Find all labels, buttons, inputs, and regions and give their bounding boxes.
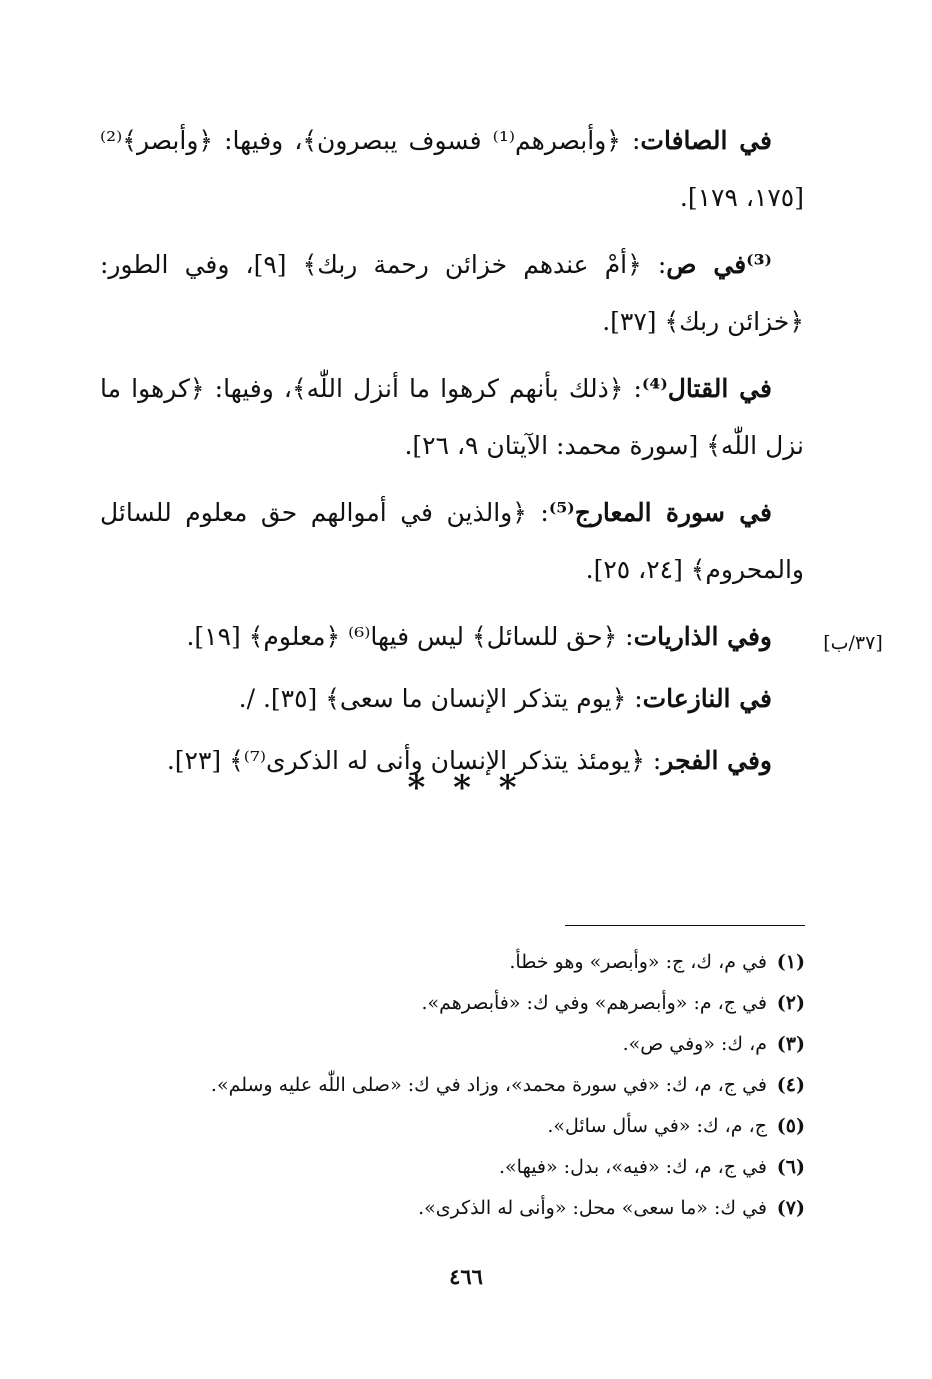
paragraph-maarij [100,484,804,598]
footnote-text: في ج، م: «وأبصرهم» وفي ك: «فأبصرهم». [421,992,767,1014]
paragraph-lead: وفي الذاريات [633,622,772,651]
footnote-item [110,1147,805,1188]
paragraph-dhariyat [100,608,804,665]
footnote-item [110,942,805,983]
footnote-item [110,1106,805,1147]
footnote-text: م، ك: «وفي ص». [622,1033,767,1055]
paragraph-text: : ﴿أمْ عندهم خزائن رحمة ربك﴾ [٩]، وفي الطور: ﴿خزائن ربك﴾ [٣٧]. [100,250,804,336]
section-separator: * * * [407,768,525,808]
footnotes [110,942,805,1229]
paragraph-lead: في الصافات [640,126,772,155]
footnote-item [110,983,805,1024]
footnote-item [110,1188,805,1229]
paragraph-lead: وفي الفجر [661,746,772,775]
paragraph-saffat [100,112,804,226]
footnote-number: (٣) [776,1033,805,1055]
footnote-text: في ج، م، ك: «فيه»، بدل: «فيها». [498,1156,767,1178]
footnote-number: (٤) [776,1074,805,1096]
footnote-item [110,1024,805,1065]
footnote-item [110,1065,805,1106]
paragraph-lead: في القتال⁽⁴⁾ [641,374,772,403]
footnote-number: (٧) [776,1197,805,1219]
page-number: ٤٦٦ [449,1264,483,1289]
paragraph-text: : ﴿يومئذ يتذكر الإنسان وأنى له الذكرى⁽⁷⁾﴾ [٢٣]. [166,746,662,775]
paragraph-lead: ⁽³⁾في ص [666,250,772,279]
footnote-text: في ك: «ما سعى» محل: «وأنى له الذكرى». [418,1197,767,1219]
footnote-text: في ج، م، ك: «في سورة محمد»، وزاد في ك: «صلى اللّٰه عليه وسلم». [210,1074,767,1096]
footnote-divider [565,925,805,926]
paragraph-lead: في سورة المعارج⁽⁵⁾ [548,498,772,527]
paragraph-text: : ﴿يوم يتذكر الإنسان ما سعى﴾ [٣٥]. /. [238,684,643,713]
paragraph-qital [100,360,804,474]
paragraph-text: : ﴿ذلك بأنهم كرهوا ما أنزل اللّٰه﴾، وفيها: ﴿كرهوا ما نزل اللّٰه﴾ [سورة محمد: الآيتان ٩، ٢٦]. [100,374,804,460]
footnote-number: (٢) [776,992,805,1014]
footnote-number: (٦) [776,1156,805,1178]
paragraph-text: : ﴿وأبصرهم⁽¹⁾ فسوف يبصرون﴾، وفيها: ﴿وأبصر﴾⁽²⁾ [١٧٥، ١٧٩]. [100,126,804,212]
footnote-number: (٥) [776,1115,805,1137]
manuscript-folio-marker: [٣٧/ب] [823,632,883,654]
paragraph-sad [100,236,804,350]
main-text [100,112,804,794]
footnote-number: (١) [776,951,805,973]
paragraph-text: : ﴿والذين في أموالهم حق معلوم للسائل والمحروم﴾ [٢٤، ٢٥]. [100,498,804,584]
paragraph-lead: في النازعات [642,684,772,713]
footnote-text: في م، ك، ج: «وأبصر» وهو خطأ. [509,951,767,973]
footnote-text: ج، م، ك: «في سأل سائل». [547,1115,767,1137]
paragraph-naziat [100,670,804,727]
paragraph-text: : ﴿حق للسائل﴾ ليس فيها⁽⁶⁾ ﴿معلوم﴾ [١٩]. [186,622,634,651]
